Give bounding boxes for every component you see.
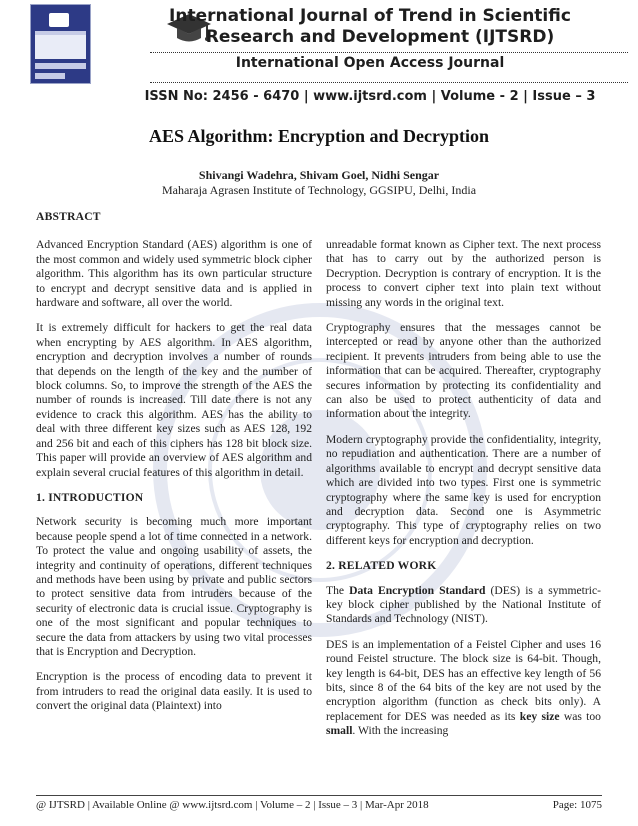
journal-cover-image — [30, 4, 91, 84]
dotted-divider — [150, 52, 628, 53]
abstract-paragraph: It is extremely difficult for hackers to get the real data when encrypting by AES algorithm. In AES algorithm, encryption and decryption involves a number of rounds that depends on the length of the key and the number of block columns. So, to improve the strength of the AES the number of rounds is increased. Till date there is not any evidence to crack this algorithm. AES has the ability to deal with three different key sizes such as AES 128, 192 and 256 bit and each of this ciphers has 128 bit block size. This paper will provide an overview of AES algorithm and explain several crucial features of this algorithm in detail. — [36, 321, 312, 479]
body-paragraph: unreadable format known as Cipher text. The next process that has to carry out by the authorized person is Decryption. Decryption is contrary of encryption. It is the process to convert cipher text into plain text without missing any words in the original text. — [326, 238, 601, 309]
right-column — [326, 238, 601, 750]
intro-paragraph: Encryption is the process of encoding data to prevent it from intruders to read the original data easily. It is used to convert the original data (Plaintext) into — [36, 670, 312, 713]
journal-title-line2: Research and Development (IJTSRD) — [205, 27, 555, 47]
body-paragraph: Cryptography ensures that the messages cannot be intercepted or read by anyone other than the authorized recipient. It prevents intruders from being able to use the information that can be acquired. Thereafter, cryptography secures information by protecting its confidentiality and can also be used to protect authenticity of data and information about the integrity. — [326, 321, 601, 421]
body-paragraph: The Data Encryption Standard (DES) is a symmetric-key block cipher published by the National Institute of Standards and Technology (NIST). — [326, 583, 601, 626]
page-footer — [36, 799, 602, 811]
journal-subtitle: International Open Access Journal — [235, 55, 505, 71]
page-number: Page: 1075 — [552, 799, 602, 811]
cover-logo — [49, 13, 69, 27]
paper-affiliation: Maharaja Agrasen Institute of Technology, GGSIPU, Delhi, India — [161, 183, 477, 197]
journal-title-line1: International Journal of Trend in Scientific — [169, 6, 571, 26]
paper-authors: Shivangi Wadehra, Shivam Goel, Nidhi Sengar — [198, 168, 440, 182]
footer-citation: @ IJTSRD | Available Online @ www.ijtsrd.com | Volume – 2 | Issue – 3 | Mar-Apr 2018 — [36, 799, 429, 811]
introduction-heading: 1. INTRODUCTION — [36, 490, 144, 504]
paper-title: AES Algorithm: Encryption and Decryption — [148, 126, 490, 146]
related-work-heading: 2. RELATED WORK — [326, 559, 437, 573]
abstract-paragraph: Advanced Encryption Standard (AES) algorithm is one of the most common and widely used symmetric block cipher algorithm. This algorithm has its own particular structure to encrypt and decrypt sensitive data and is applied in hardware and software, all over the world. — [36, 238, 312, 310]
issn-line: ISSN No: 2456 - 6470 | www.ijtsrd.com | Volume - 2 | Issue – 3 — [144, 89, 596, 104]
abstract-heading: ABSTRACT — [36, 210, 101, 223]
body-paragraph: DES is an implementation of a Feistel Cipher and uses 16 round Feistel structure. The block size is 64-bit. Though, key length is 64-bit, DES has an effective key length of 56 bits, since 8 of the 64 bits of the key are not used by the encryption algorithm (function as check bits only). A replacement for DES was needed as its key size was too small. With the increasing — [326, 637, 601, 738]
footer-divider — [36, 795, 602, 796]
left-column — [36, 210, 312, 725]
journal-header — [0, 0, 638, 112]
body-paragraph: Modern cryptography provide the confidentiality, integrity, no repudiation and authentication. There are a number of algorithms available to encrypt and decrypt sensitive data which are divided into two types. First one is symmetric cryptography where the same key is used for encryption and decryption data. Second one is Asymmetric cryptography. This type of cryptography relies on two different keys for encryption and decryption. — [326, 432, 601, 547]
intro-paragraph: Network security is becoming much more important because people spend a lot of time connected in a network. To protect the value and ongoing usability of assets, the integrity and continuity of operations, different techniques and methods have been using by private and public sectors to protect sensitive data from intruders because of the security of electronic data is crucial issue. Cryptography is one of the most significant and popular techniques to secure the data from attackers by using two vital processes that is Encryption and Decryption. — [36, 515, 312, 658]
dotted-divider — [150, 82, 628, 83]
